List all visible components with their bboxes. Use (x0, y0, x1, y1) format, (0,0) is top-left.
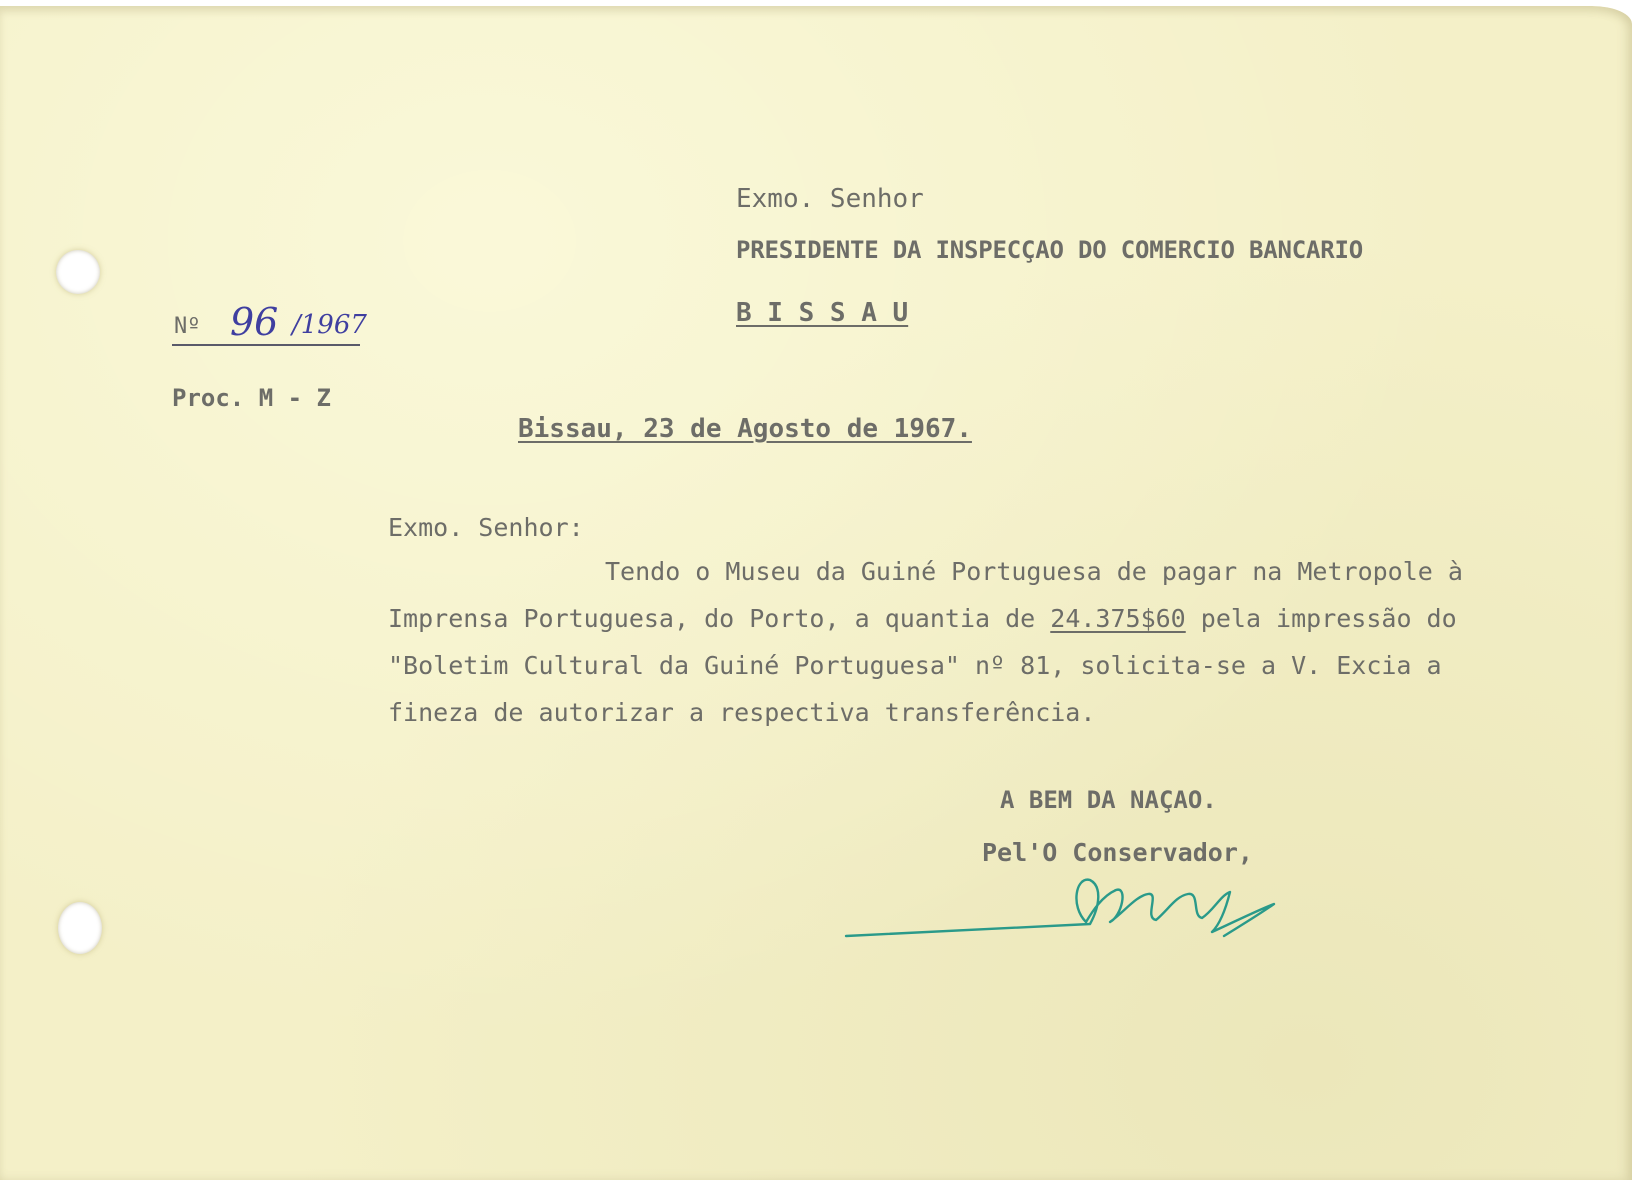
letter-line-1: Tendo o Museu da Guiné Portuguesa de pagar na Metropole à (605, 557, 1463, 586)
date-line: Bissau, 23 de Agosto de 1967. (518, 414, 972, 444)
reference-number-year: /1967 (292, 310, 367, 340)
signature (840, 866, 1290, 976)
signature-stroke (846, 880, 1274, 936)
addressee-title: PRESIDENTE DA INSPECÇAO DO COMERCIO BANCARIO (736, 236, 1363, 264)
letter-line-2: Imprensa Portuguesa, do Porto, a quantia de 24.375$60 pela impressão do (388, 604, 1457, 633)
closing-motto: A BEM DA NAÇAO. (1000, 786, 1217, 814)
reference-number-prefix: Nº (174, 314, 201, 339)
addressee-city: B I S S A U (736, 298, 909, 328)
letter-body (388, 508, 1578, 736)
reference-number-underline (172, 344, 360, 346)
closing-signatory: Pel'O Conservador, (982, 838, 1253, 867)
process-reference: Proc. M - Z (172, 384, 331, 412)
reference-number (172, 300, 367, 348)
addressee-salutation: Exmo. Senhor (736, 184, 924, 214)
letter-line-3: "Boletim Cultural da Guiné Portuguesa" nº 81, solicita-se a V. Excia a (388, 651, 1442, 680)
letter-line-4: fineza de autorizar a respectiva transferência. (388, 698, 1096, 727)
reference-number-handwritten: 96 (230, 300, 279, 344)
punch-hole-bottom (58, 902, 102, 954)
payment-amount: 24.375$60 (1050, 604, 1186, 633)
letter-greeting: Exmo. Senhor: (388, 513, 584, 542)
punch-hole-top (56, 250, 100, 294)
